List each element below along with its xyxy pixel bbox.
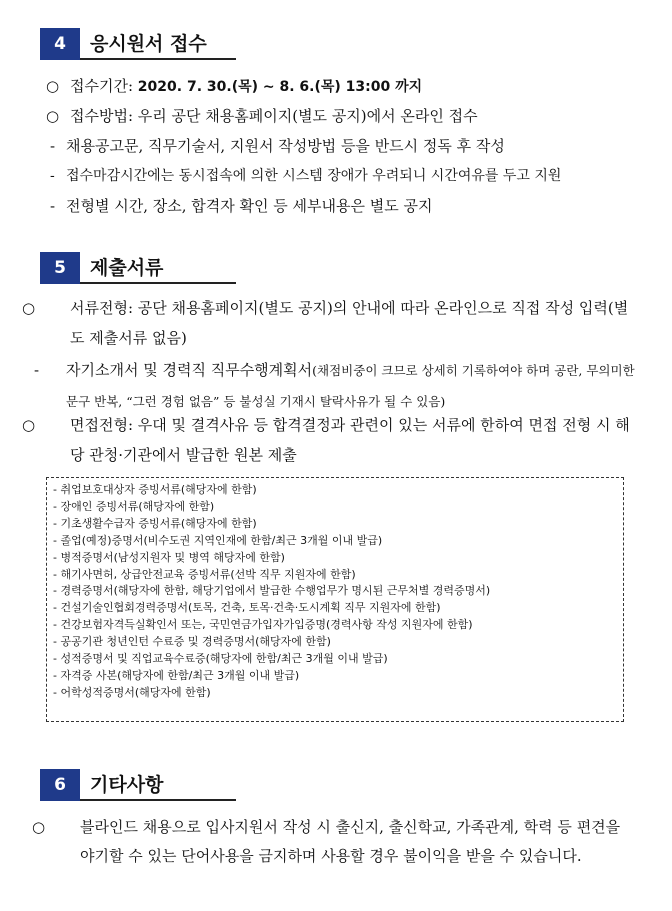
note-item <box>50 136 636 156</box>
note-text: 전형별 시간, 장소, 합격자 확인 등 세부내용은 별도 공지 <box>66 197 433 215</box>
document-text: 건강보험자격득실확인서 또는, 국민연금가입자가입증명(경력사항 작성 지원자에 한함) <box>60 618 473 632</box>
list-item <box>53 617 617 634</box>
interview-text: 면접전형: 우대 및 결격사유 등 합격결정과 관련이 있는 서류에 한하여 면접 전형 시 해당 관청·기관에서 발급한 원본 제출 <box>70 416 630 464</box>
section-6-header <box>40 767 236 801</box>
document-text: 자격증 사본(해당자에 한함/최근 3개월 이내 발급) <box>60 668 300 682</box>
list-item <box>53 685 617 702</box>
document-text: 취업보호대상자 증빙서류(해당자에 한함) <box>60 483 257 496</box>
dash-bullet-icon: - <box>50 137 56 155</box>
section-number: 5 <box>40 252 80 284</box>
dash-bullet-icon: - <box>53 516 57 530</box>
dash-bullet-icon: - <box>50 197 56 215</box>
note-text: 접수마감시간에는 동시접속에 의한 시스템 장애가 우려되니 시간여유를 두고 지원 <box>66 168 562 184</box>
list-item <box>53 651 617 668</box>
dash-bullet-icon: - <box>53 584 57 598</box>
note-text: 채용공고문, 직무기술서, 지원서 작성방법 등을 반드시 정독 후 작성 <box>66 137 505 155</box>
section-title: 제출서류 <box>80 250 236 284</box>
section-title: 응시원서 접수 <box>80 26 236 60</box>
circle-bullet-icon: ○ <box>46 77 60 95</box>
note-item <box>50 166 636 186</box>
dash-bullet-icon: - <box>53 668 57 682</box>
list-item <box>53 516 617 533</box>
list-item <box>53 499 617 516</box>
dash-bullet-icon: - <box>50 168 55 184</box>
document-text: 공공기관 청년인턴 수료증 및 경력증명서(해당자에 한함) <box>60 635 331 649</box>
other-note-line <box>32 813 636 871</box>
circle-bullet-icon: ○ <box>32 818 46 836</box>
period-value: 2020. 7. 30.(목) ∼ 8. 6.(목) 13:00 까지 <box>137 79 423 95</box>
dash-bullet-icon: - <box>53 635 57 649</box>
section-number: 4 <box>40 28 80 60</box>
dash-bullet-icon: - <box>53 618 57 632</box>
list-item <box>53 634 617 651</box>
list-item <box>53 567 617 584</box>
self-intro-main: 자기소개서 및 경력직 직무수행계획서 <box>66 361 313 379</box>
doc-screening-line <box>22 293 636 353</box>
list-item <box>53 482 617 499</box>
document-text: 어학성적증명서(해당자에 한함) <box>60 685 211 699</box>
dash-bullet-icon: - <box>53 567 57 581</box>
other-note-text: 블라인드 채용으로 입사지원서 작성 시 출신지, 출신학교, 가족관계, 학력 등 편견을 야기할 수 있는 단어사용을 금지하며 사용할 경우 불이익을 받을 수 있습니다. <box>80 818 621 865</box>
self-intro-line <box>34 355 636 417</box>
dash-bullet-icon: - <box>53 601 57 615</box>
section-number: 6 <box>40 769 80 801</box>
document-text: 건설기술인협회경력증명서(토목, 건축, 토목·건축·도시계획 직무 지원자에 한함) <box>60 601 441 615</box>
section-title: 기타사항 <box>80 767 236 801</box>
document-text: 경력증명서(해당자에 한함, 해당기업에서 발급한 수행업무가 명시된 근무처별 경력증명서) <box>60 584 491 598</box>
interview-line <box>22 410 636 470</box>
document-text: 장애인 증빙서류(해당자에 한함) <box>60 499 215 513</box>
document-text: 해기사면허, 상급안전교육 증빙서류(선박 직무 지원자에 한함) <box>60 567 356 581</box>
document-text: 병적증명서(남성지원자 및 병역 해당자에 한함) <box>60 550 285 564</box>
section-5-header <box>40 250 236 284</box>
section-4-header <box>40 26 236 60</box>
doc-screening-text: 서류전형: 공단 채용홈페이지(별도 공지)의 안내에 따라 온라인으로 직접 작성 입력(별도 제출서류 없음) <box>70 299 629 347</box>
list-item <box>53 600 617 617</box>
documents-box <box>46 477 624 722</box>
period-line <box>46 76 636 97</box>
period-label: 접수기간: <box>70 77 134 95</box>
self-intro-note: (채점비중이 크므로 상세히 기록하여야 하며 공란, 무의미한 문구 반복, “그런 경험 없음” 등 불성실 기재시 탈락사유가 될 수 있음) <box>66 363 635 409</box>
dash-bullet-icon: - <box>53 652 57 666</box>
document-text: 기초생활수급자 증빙서류(해당자에 한함) <box>60 516 257 530</box>
list-item <box>53 668 617 685</box>
dash-bullet-icon: - <box>53 483 57 496</box>
method-line <box>46 106 636 126</box>
list-item <box>53 550 617 567</box>
document-text: 성적증명서 및 직업교육수료증(해당자에 한함/최근 3개월 이내 발급) <box>60 652 388 666</box>
list-item <box>53 583 617 600</box>
dash-bullet-icon: - <box>53 550 57 564</box>
document-text: 졸업(예정)증명서(비수도권 지역인재에 한함/최근 3개월 이내 발급) <box>60 533 383 547</box>
dash-bullet-icon: - <box>53 685 57 699</box>
circle-bullet-icon: ○ <box>46 107 60 125</box>
list-item <box>53 533 617 550</box>
dash-bullet-icon: - <box>53 499 57 513</box>
circle-bullet-icon: ○ <box>22 299 36 317</box>
dash-bullet-icon: - <box>34 361 40 379</box>
dash-bullet-icon: - <box>53 533 57 547</box>
note-item <box>50 196 636 216</box>
circle-bullet-icon: ○ <box>22 416 36 434</box>
method-text: 접수방법: 우리 공단 채용홈페이지(별도 공지)에서 온라인 접수 <box>70 107 478 125</box>
